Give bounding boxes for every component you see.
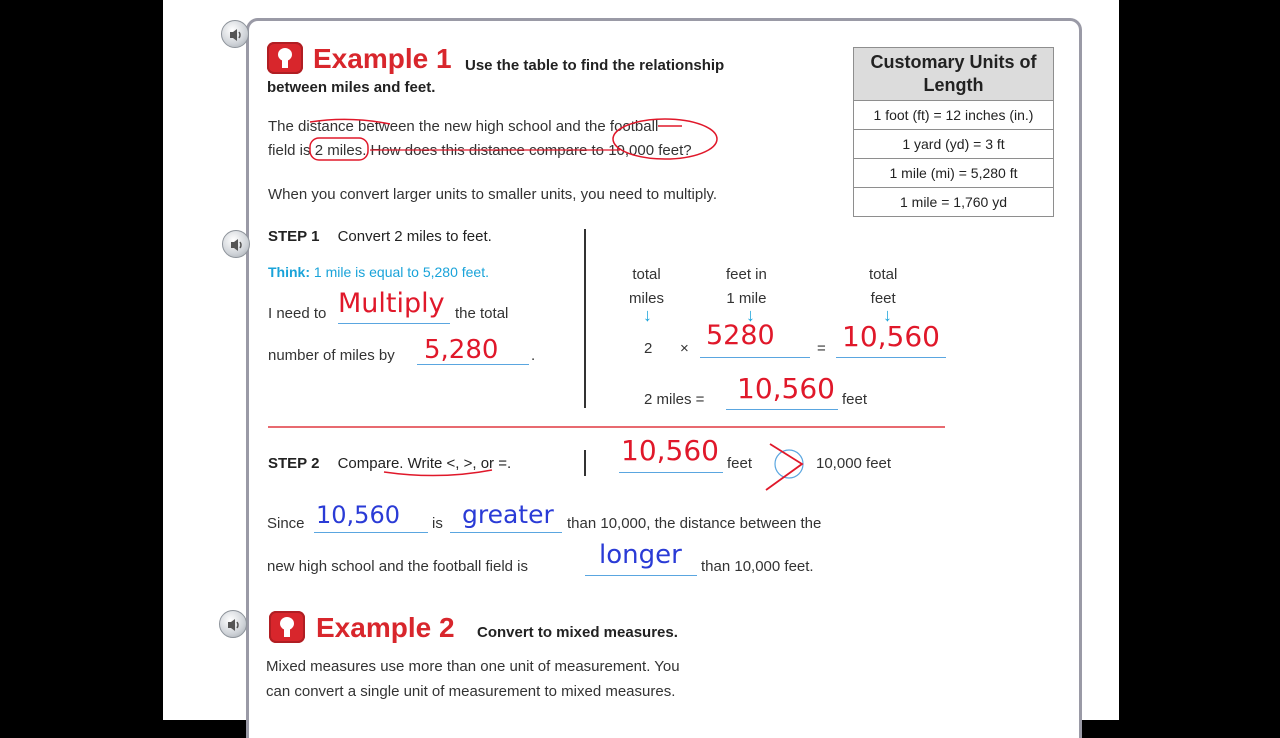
audio-button-step1[interactable] [222,230,250,258]
answer-blank[interactable] [619,472,723,473]
problem-text: field is [268,142,311,159]
example2-body: can convert a single unit of measurement to mixed measures. [266,683,676,700]
feet-unit: feet [842,391,868,408]
need-to-text: I need to [268,305,327,322]
audio-button-example1[interactable] [221,20,249,48]
col-label: miles [629,290,665,307]
speaker-icon [228,27,244,43]
greater-than-answer [762,440,812,492]
step1-text: Convert 2 miles to feet. [337,228,492,245]
customary-units-table [853,47,1054,217]
example2-body: Mixed measures use more than one unit of measurement. You [266,658,680,675]
divider [584,450,586,476]
think-hint [268,264,489,280]
step2-text: Compare. Write <, >, or =. [337,455,512,472]
speaker-icon [229,237,245,253]
compare-right: 10,000 feet [816,455,892,472]
table-row: 1 mile = 1,760 yd [899,194,1007,210]
col-total-feet [869,263,897,311]
col-total-miles [629,263,664,311]
since-answer-word: greater [462,500,554,529]
col-feet-in-mile [726,263,767,311]
table-header: Customary Units of Length [854,48,1053,101]
down-arrow-icon: ↓ [643,305,652,325]
example1-subtitle-cont: between miles and feet. [267,79,436,96]
step2-label: STEP 2 [268,455,320,472]
ink-underline [380,466,500,486]
answer-blank[interactable] [338,323,450,324]
since-answer-number: 10,560 [316,501,400,529]
eq-left: 2 [644,340,653,357]
eq-result-answer: 10,560 [842,320,940,353]
ink-circles [290,112,730,172]
is-text: is [432,515,443,532]
table-row: 1 yard (yd) = 3 ft [854,130,1053,159]
col-label: feet [870,290,896,307]
step1-heading [268,228,492,245]
problem-text: . How does this distance compare to [362,142,605,159]
since-text: Since [267,515,305,532]
eq-factor-answer: 5280 [706,320,775,351]
problem-feet: 10,000 feet? [608,142,692,159]
problem-line1: The distance between the new high school and the football [268,118,659,135]
feet-unit: feet [727,455,753,472]
period: . [531,347,536,364]
example1-title: Example 1 [313,43,452,74]
key-icon [267,42,303,74]
the-total-text: the total [455,305,509,322]
example1-subtitle: Use the table to find the relationship [465,57,725,74]
col-label: feet in [726,266,767,283]
answer-blank[interactable] [314,532,428,533]
answer-blank[interactable] [450,532,562,533]
conversion-note: When you convert larger units to smaller units, you need to multiply. [268,186,718,203]
answer-blank[interactable] [700,357,810,358]
field-text-cont: than 10,000 feet. [701,558,814,575]
answer-blank[interactable] [585,575,697,576]
divider [584,229,586,408]
table-row: 1 mile (mi) = 5,280 ft [854,159,1053,188]
step1-label: STEP 1 [268,228,320,245]
miles-answer: 10,560 [737,372,835,405]
col-label: total [869,266,898,283]
equals-sign: = [817,340,826,357]
key-icon [269,611,305,643]
times-sign: × [680,340,689,357]
col-label: 1 mile [726,290,767,307]
col-label: total [632,266,661,283]
longer-answer: longer [599,540,682,570]
answer-factor: 5,280 [424,335,499,365]
miles-equation: 2 miles = [644,391,705,408]
audio-button-example2[interactable] [219,610,247,638]
number-of-miles-text: number of miles by [268,347,395,364]
down-arrow-icon: ↓ [746,305,755,325]
problem-miles: 2 miles [314,142,363,159]
think-text: 1 mile is equal to 5,280 feet. [313,264,489,280]
step-divider [268,426,945,428]
down-arrow-icon: ↓ [883,305,892,325]
speaker-icon [226,617,242,633]
answer-blank[interactable] [836,357,946,358]
answer-multiply: Multiply [338,288,445,319]
table-row: 1 foot (ft) = 12 inches (in.) [854,101,1053,130]
since-text-cont: than 10,000, the distance between the [567,515,822,532]
example2-title: Example 2 [316,612,455,643]
answer-blank[interactable] [726,409,838,410]
example2-subtitle: Convert to mixed measures. [477,624,678,641]
think-label: Think: [268,264,310,280]
field-text: new high school and the football field is [267,558,529,575]
step2-answer: 10,560 [621,434,719,467]
